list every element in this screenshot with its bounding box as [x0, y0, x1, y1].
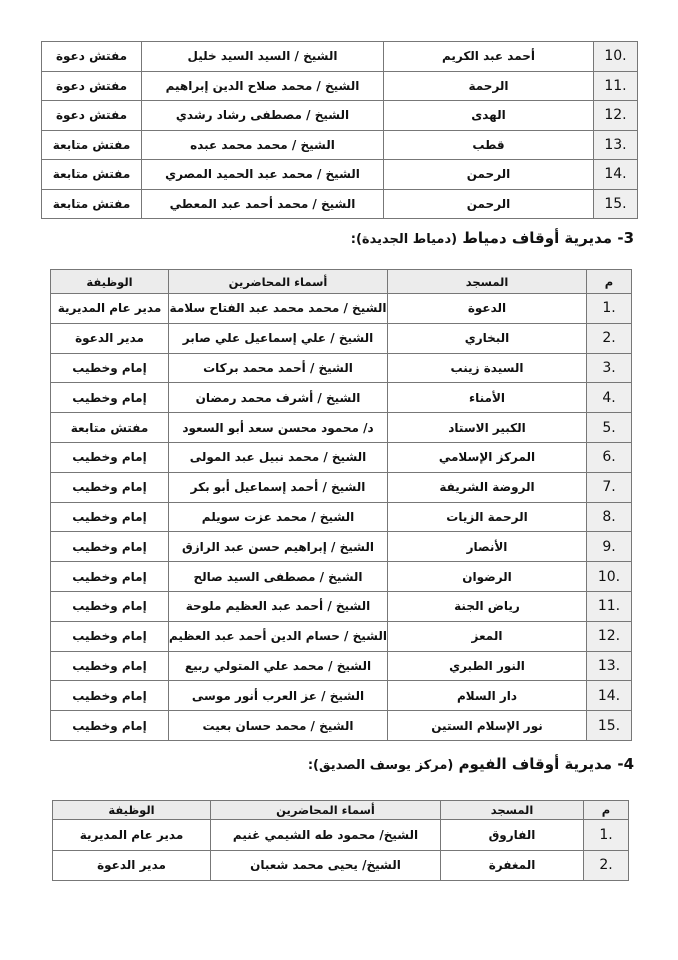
cell-num: 1. [584, 820, 629, 851]
table-row [51, 711, 632, 741]
header-row [53, 801, 629, 820]
cell-job: إمام وخطيب [51, 472, 169, 502]
cell-job: إمام وخطيب [51, 532, 169, 562]
cell-name: الشيخ / محمد حسان بعيت [169, 711, 388, 741]
cell-mosque: المعز [388, 621, 587, 651]
cell-name: الشيخ/ يحيى محمد شعبان [211, 850, 441, 881]
cell-mosque: الرحمة [384, 71, 594, 101]
table-continued [41, 41, 638, 219]
header-mosque: المسجد [441, 801, 584, 820]
section-subtitle: (دمياط الجديدة): [350, 232, 458, 247]
cell-mosque: أحمد عبد الكريم [384, 42, 594, 72]
cell-num: 13. [594, 130, 638, 160]
cell-mosque: الرضوان [388, 562, 587, 592]
cell-num: 7. [587, 472, 632, 502]
cell-num: 10. [587, 562, 632, 592]
cell-name: الشيخ / محمد عبد الحميد المصري [142, 160, 384, 190]
header-job: الوظيفة [51, 270, 169, 294]
table-row [51, 562, 632, 592]
cell-num: 4. [587, 383, 632, 413]
header-num: م [584, 801, 629, 820]
cell-num: 15. [587, 711, 632, 741]
section-title: مديرية أوقاف الفيوم [458, 755, 613, 773]
cell-name: الشيخ / أحمد إسماعيل أبو بكر [169, 472, 388, 502]
cell-name: الشيخ / حسام الدين أحمد عبد العظيم [169, 621, 388, 651]
cell-name: الشيخ / مصطفى السيد صالح [169, 562, 388, 592]
cell-job: إمام وخطيب [51, 383, 169, 413]
cell-job: إمام وخطيب [51, 711, 169, 741]
table-row [51, 383, 632, 413]
cell-mosque: قطب [384, 130, 594, 160]
cell-num: 14. [587, 681, 632, 711]
section-subtitle: (مركز يوسف الصديق): [307, 758, 454, 773]
table-row [42, 130, 638, 160]
cell-mosque: الروضة الشريفة [388, 472, 587, 502]
table-row [51, 472, 632, 502]
cell-mosque: الفاروق [441, 820, 584, 851]
table-row [42, 71, 638, 101]
cell-mosque: رياض الجنة [388, 591, 587, 621]
header-row [51, 270, 632, 294]
cell-name: الشيخ / أحمد محمد بركات [169, 353, 388, 383]
cell-job: إمام وخطيب [51, 562, 169, 592]
cell-mosque: السيدة زينب [388, 353, 587, 383]
cell-mosque: الأنصار [388, 532, 587, 562]
cell-mosque: البخاري [388, 323, 587, 353]
table-damietta [50, 269, 632, 741]
cell-num: 8. [587, 502, 632, 532]
cell-name: الشيخ / علي إسماعيل علي صابر [169, 323, 388, 353]
cell-mosque: دار السلام [388, 681, 587, 711]
cell-name: الشيخ / محمد علي المتولي ربيع [169, 651, 388, 681]
cell-name: الشيخ / محمد نبيل عبد المولى [169, 442, 388, 472]
cell-mosque: الأمناء [388, 383, 587, 413]
header-name: أسماء المحاضرين [169, 270, 388, 294]
cell-mosque: الكبير الاستاد [388, 413, 587, 443]
cell-job: مفتش متابعة [42, 160, 142, 190]
cell-mosque: نور الإسلام الستين [388, 711, 587, 741]
cell-job: إمام وخطيب [51, 591, 169, 621]
cell-job: إمام وخطيب [51, 502, 169, 532]
section-number: 4- [617, 755, 634, 773]
table-row [51, 651, 632, 681]
cell-job: مدير الدعوة [53, 850, 211, 881]
table-row [51, 502, 632, 532]
cell-num: 14. [594, 160, 638, 190]
cell-num: 1. [587, 294, 632, 324]
cell-name: الشيخ / أحمد عبد العظيم ملوحة [169, 591, 388, 621]
table-row [51, 294, 632, 324]
table-row [51, 353, 632, 383]
cell-job: مدير عام المديرية [53, 820, 211, 851]
header-name: أسماء المحاضرين [211, 801, 441, 820]
cell-num: 13. [587, 651, 632, 681]
table-row [42, 160, 638, 190]
cell-job: مفتش متابعة [42, 130, 142, 160]
table-row [51, 323, 632, 353]
section-3-heading [351, 229, 634, 247]
cell-name: الشيخ / محمد أحمد عبد المعطي [142, 189, 384, 219]
table-row [53, 820, 629, 851]
table-row [51, 591, 632, 621]
table-fayoum [52, 800, 629, 881]
table-row [42, 189, 638, 219]
cell-name: الشيخ / السيد السيد خليل [142, 42, 384, 72]
section-number: 3- [617, 229, 634, 247]
cell-num: 9. [587, 532, 632, 562]
cell-job: إمام وخطيب [51, 681, 169, 711]
cell-job: إمام وخطيب [51, 353, 169, 383]
cell-name: الشيخ / إبراهيم حسن عبد الرازق [169, 532, 388, 562]
header-mosque: المسجد [388, 270, 587, 294]
cell-num: 11. [594, 71, 638, 101]
cell-job: إمام وخطيب [51, 442, 169, 472]
cell-num: 3. [587, 353, 632, 383]
cell-mosque: الهدى [384, 101, 594, 131]
cell-name: الشيخ / أشرف محمد رمضان [169, 383, 388, 413]
table-row [51, 442, 632, 472]
cell-job: إمام وخطيب [51, 651, 169, 681]
cell-mosque: الدعوة [388, 294, 587, 324]
section-title: مديرية أوقاف دمياط [462, 229, 613, 247]
cell-name: الشيخ / عز العرب أنور موسى [169, 681, 388, 711]
table-row [42, 101, 638, 131]
cell-job: مفتش متابعة [42, 189, 142, 219]
cell-num: 5. [587, 413, 632, 443]
cell-job: مدير الدعوة [51, 323, 169, 353]
table-row [53, 850, 629, 881]
cell-num: 15. [594, 189, 638, 219]
cell-job: مفتش دعوة [42, 42, 142, 72]
cell-name: الشيخ / محمد عزت سويلم [169, 502, 388, 532]
cell-job: مفتش دعوة [42, 101, 142, 131]
cell-num: 10. [594, 42, 638, 72]
cell-mosque: الرحمن [384, 189, 594, 219]
cell-num: 11. [587, 591, 632, 621]
cell-job: إمام وخطيب [51, 621, 169, 651]
section-4-heading [308, 755, 634, 773]
cell-name: الشيخ / محمد محمد عبده [142, 130, 384, 160]
table-row [51, 621, 632, 651]
cell-name: الشيخ / محمد محمد عبد الفتاح سلامة [169, 294, 388, 324]
cell-mosque: المركز الإسلامي [388, 442, 587, 472]
table-row [42, 42, 638, 72]
table-row [51, 532, 632, 562]
header-num: م [587, 270, 632, 294]
cell-mosque: المغفرة [441, 850, 584, 881]
cell-num: 12. [594, 101, 638, 131]
cell-num: 6. [587, 442, 632, 472]
header-job: الوظيفة [53, 801, 211, 820]
cell-mosque: الرحمن [384, 160, 594, 190]
cell-name: الشيخ/ محمود طه الشيمي غنيم [211, 820, 441, 851]
cell-name: الشيخ / مصطفى رشاد رشدي [142, 101, 384, 131]
cell-job: مفتش دعوة [42, 71, 142, 101]
cell-mosque: النور الطبري [388, 651, 587, 681]
cell-name: الشيخ / محمد صلاح الدين إبراهيم [142, 71, 384, 101]
cell-job: مدير عام المديرية [51, 294, 169, 324]
cell-mosque: الرحمة الزيات [388, 502, 587, 532]
cell-num: 12. [587, 621, 632, 651]
cell-num: 2. [584, 850, 629, 881]
cell-job: مفتش متابعة [51, 413, 169, 443]
cell-name: د/ محمود محسن سعد أبو السعود [169, 413, 388, 443]
table-row [51, 413, 632, 443]
table-row [51, 681, 632, 711]
cell-num: 2. [587, 323, 632, 353]
